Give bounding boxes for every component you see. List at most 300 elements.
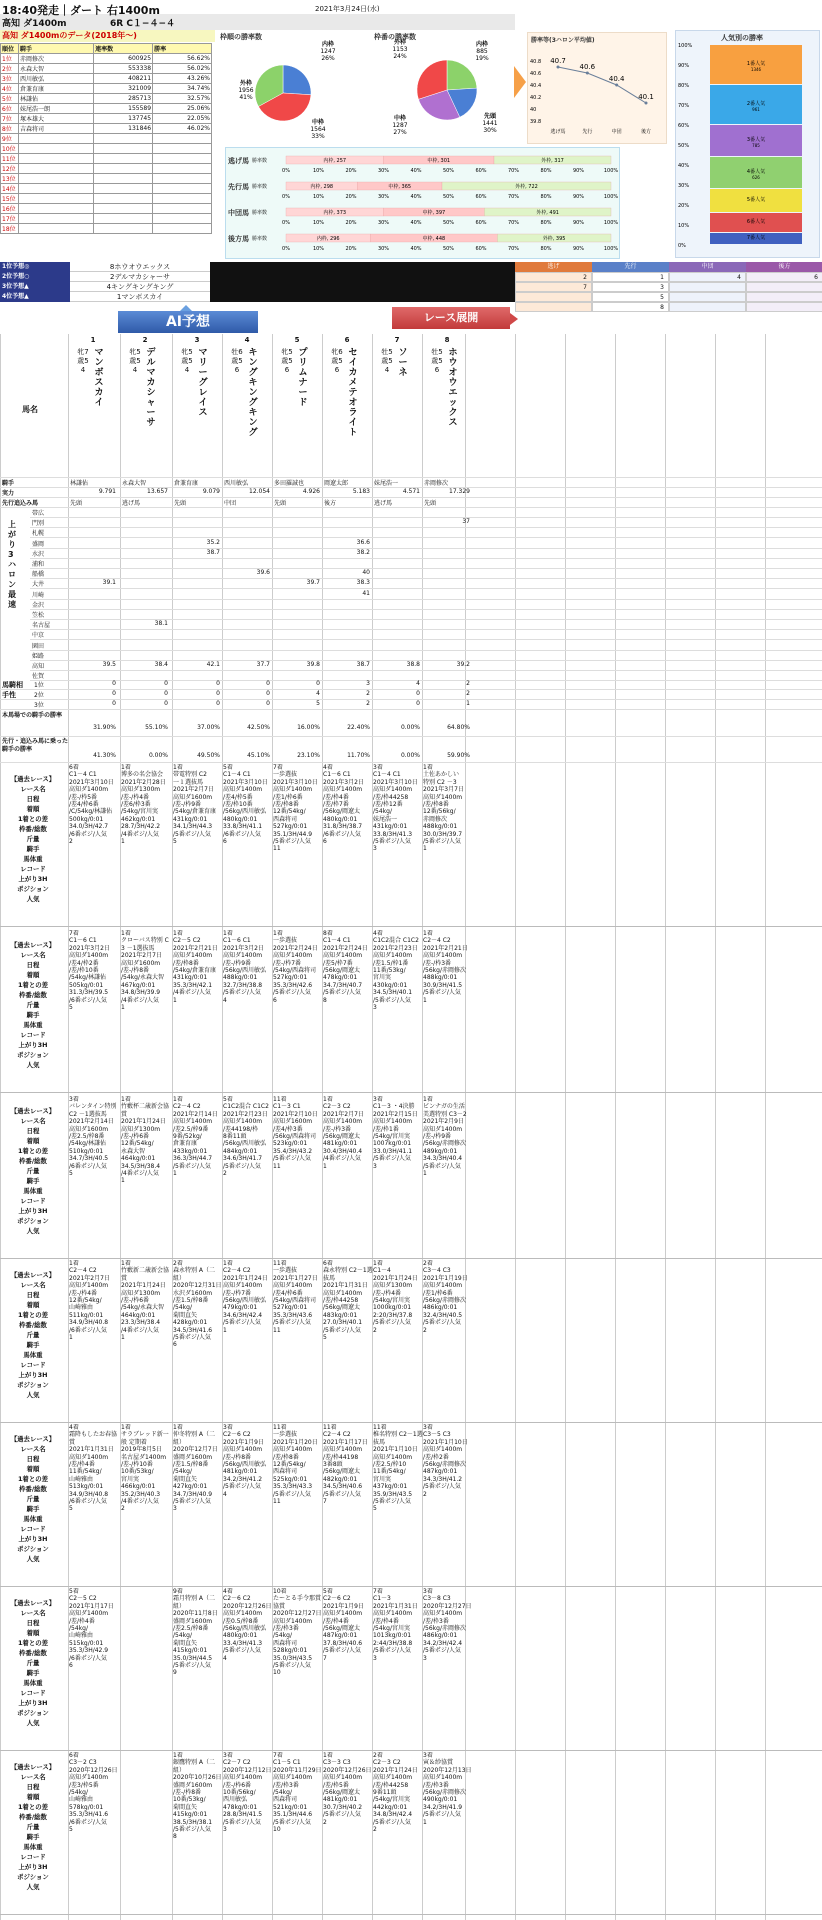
- track-label: 船橋: [32, 571, 45, 579]
- row-divider: [30, 568, 822, 569]
- bar-axis-tick: 50%: [442, 168, 455, 174]
- horse-style: 先頭: [70, 500, 83, 507]
- jockey-cell: 34.74%: [153, 84, 212, 94]
- jockey-col-header: 騎手: [19, 44, 94, 54]
- arrow-right-red-icon: [510, 313, 518, 325]
- agari-line-chart: [528, 33, 668, 145]
- jockey-cell: [153, 154, 212, 164]
- horse-jockey: 岡遼太郎: [324, 480, 349, 487]
- horse-power: 17.329: [449, 488, 470, 495]
- bar-axis-tick: 100%: [603, 194, 619, 200]
- position-cell: [746, 292, 822, 302]
- finish-cell: 0: [112, 690, 116, 697]
- stats-cell: 55.10%: [145, 724, 168, 731]
- past-race-cell: 3着 C3－5 C3 2021年1月10日 高知ダ1400m /差/枠2番 /56kg/赤岡修次 487kg/0:01 34.3/3H/41.2 /5番ポジ/人気 2: [423, 1424, 468, 1498]
- prediction-rank-label: 2位予想○: [0, 272, 70, 282]
- horse-power: 9.791: [98, 488, 116, 495]
- line-chart-title: 勝率等(3ハロン平均値): [531, 37, 595, 44]
- finish-cell: 0: [416, 690, 420, 697]
- jockey-row: [1, 104, 212, 114]
- grid-line: [715, 334, 716, 1920]
- position-head: 逃げ: [515, 262, 592, 272]
- jockey-cell: 32.57%: [153, 94, 212, 104]
- position-cell: [515, 292, 592, 302]
- pop-segment-label: 5番人気: [746, 197, 766, 203]
- block-divider: [0, 1422, 822, 1423]
- past-race-cell: 1着 C2－4 C2 2021年2月14日 高知ダ1400m /差2.5/枠9番 9番/52kg/ 倉兼育康 433kg/0:01 36.3/3H/44.7 /5番ポジ/人気 1: [173, 1096, 218, 1178]
- line-y-tick: 40.4: [530, 83, 542, 89]
- style-frame-bar-panel: [225, 147, 620, 259]
- past-race-cell: 1着 C3－3 C3 2020年12月26日 高知ダ1400m /差/枠5番 /56kg/岡遼太 481kg/0:01 30.7/3H/40.2 /5番ポジ/人気 2: [323, 1752, 372, 1826]
- horse-name: ソーネ: [398, 348, 408, 378]
- past-race-label: 【過去レース】 レース名 日程 着順 1着との差 枠番/総数 斤量 騎手 馬体重 レコード 上がり3H ポジション 人気: [10, 1107, 56, 1235]
- jockey-cell: 9位: [1, 134, 19, 144]
- pie2-slice-pct: 27%: [393, 129, 407, 136]
- bar-axis-tick: 0%: [282, 246, 290, 252]
- finish-cell: 0: [164, 690, 168, 697]
- line-y-tick: 40.2: [530, 95, 542, 101]
- finish-cell: 3: [366, 680, 370, 687]
- finish-cell: 2: [466, 690, 470, 697]
- finish-cell: 0: [216, 690, 220, 697]
- bar-row-sub: 勝率数: [252, 210, 268, 216]
- row-divider: [30, 670, 822, 671]
- jockey-cell: 5位: [1, 94, 19, 104]
- horse-jockey: 西川敏弘: [224, 480, 249, 487]
- row-divider: [0, 507, 822, 508]
- horse-number: 5: [294, 336, 300, 344]
- stats-cell: 59.90%: [447, 752, 470, 759]
- pie2-slice-pct: 24%: [393, 53, 407, 60]
- position-cell: 4: [669, 272, 746, 282]
- past-race-label: 【過去レース】 レース名 日程 着順 1着との差 枠番/総数 斤量 騎手 馬体重 レコード 上がり3H ポジション 人気: [10, 1763, 56, 1891]
- prediction-pick: 8ホウオウエックス: [70, 262, 210, 272]
- bar-axis-tick: 10%: [312, 194, 325, 200]
- horse-jockey: 多田羅誠也: [274, 480, 305, 487]
- past-race-cell: 2着 C3－4 C3 2021年1月19日 高知ダ1400m /差1/枠6番 /56kg/赤岡修次 486kg/0:01 32.4/3H/40.5 /5番ポジ/人気 2: [423, 1260, 468, 1334]
- stats-cell: 49.50%: [197, 752, 220, 759]
- past-race-cell: 4着 C1－6 C1 2021年3月2日 高知ダ1400m /差/枠4番 /差/枠7番 /56kg/岡遼太 480kg/0:01 31.8/3H/38.7 /6番ポジ/人気 6: [323, 764, 364, 846]
- course-label: 高知 ダ1400m: [2, 19, 67, 29]
- bar-axis-tick: 20%: [345, 194, 357, 200]
- past-race-cell: 3着 C3－8 C3 2020年12月27日 高知ダ1400m /差/枠3番 /56kg/赤岡修次 486kg/0:01 34.2/3H/42.4 /5番ポジ/人気 3: [423, 1588, 472, 1662]
- jockey-row: [1, 134, 212, 144]
- pop-segment-value: 785: [752, 143, 760, 148]
- bar-axis-tick: 20%: [345, 246, 357, 252]
- past-race-cell: 2着 C2－3 C2 2021年1月24日 高知ダ1400m /差/枠44258 9番11頭 /54kg/宮川実 442kg/0:01 34.8/3H/42.4 /5番ポジ/人気 2: [373, 1752, 418, 1834]
- jockey-cell: 2位: [1, 64, 19, 74]
- pie2-slice-label: 中枠: [393, 115, 407, 122]
- frame-win-pie-panel: [218, 30, 348, 145]
- jockey-cell: [19, 214, 94, 224]
- agari-cell: 38.7: [356, 661, 370, 668]
- past-race-cell: 1着 C1－6 C1 2021年3月2日 高知ダ1400m /差-/枠9番 /56kg/西川敏弘 488kg/0:01 32.7/3H/38.8 /5番ポジ/人気 4: [223, 930, 266, 1004]
- jockey-row: [1, 74, 212, 84]
- bar-segment-label: 内枠, 373: [323, 210, 347, 216]
- track-label: 札幌: [32, 530, 45, 538]
- bar-segment-label: 外枠, 395: [542, 236, 566, 242]
- jockey-row: [1, 174, 212, 184]
- track-label: 佐賀: [32, 673, 45, 681]
- agari-cell: 37.7: [256, 661, 270, 668]
- stats-cell: 11.70%: [347, 752, 370, 759]
- row-divider: [30, 629, 822, 630]
- position-cell: [746, 282, 822, 292]
- horse-number: 3: [194, 336, 200, 344]
- line-series: [558, 67, 646, 103]
- bar-segment-label: 中枠, 397: [422, 210, 446, 216]
- jockey-cell: [153, 194, 212, 204]
- track-label: 水沢: [32, 550, 45, 558]
- pie1-slice: [283, 65, 311, 95]
- track-label: 高知: [32, 663, 45, 670]
- agari-cell: 42.1: [206, 661, 220, 668]
- row-divider: [30, 537, 822, 538]
- finish-cell: 5: [316, 700, 320, 707]
- popularity-title: 人気別の勝率: [721, 34, 763, 42]
- position-head: 後方: [746, 262, 822, 272]
- jockey-cell: [94, 194, 153, 204]
- line-y-tick: 40.6: [530, 71, 542, 77]
- line-point: [645, 102, 648, 105]
- pie1-slice-pct: 41%: [239, 94, 253, 101]
- bar-axis-tick: 30%: [377, 246, 390, 252]
- jockey-cell: 155589: [94, 104, 153, 114]
- bar-axis-tick: 50%: [442, 194, 455, 200]
- past-race-cell: 1着 竹藪新二歳新会協賞 2021年1月24日 高知ダ1300m /差-/枠6番 /54kg/永森大智 464kg/0:01 23.3/3H/38.4 /4番ポジ/人気 1: [121, 1260, 170, 1342]
- finish-cell: 0: [164, 700, 168, 707]
- bar-axis-tick: 90%: [572, 220, 585, 226]
- past-race-cell: 7着 C1－5 C1 2020年11月29日 高知ダ1400m /差/枠3番 /54kg/ 西森将司 521kg/0:01 35.1/3H/44.6 /5番ポジ/人気 10: [273, 1752, 322, 1834]
- pie1-title: 枠順の勝率数: [220, 33, 262, 41]
- jockey-cell: 46.02%: [153, 124, 212, 134]
- past-race-cell: 11着 C2－4 C2 2021年1月17日 高知ダ1400m /差/枠44198 3番8頭 /56kg/岡遼太 482kg/0:01 34.5/3H/40.6 /5番ポジ/人気 7: [323, 1424, 368, 1506]
- pie2-slice-label: 先頭: [483, 113, 497, 120]
- agari-cell: 39.5: [102, 661, 116, 668]
- jockey-cell: 14位: [1, 184, 19, 194]
- line-y-tick: 40: [530, 107, 537, 113]
- finish-cell: 2: [366, 690, 370, 697]
- position-cell: 8: [592, 302, 669, 312]
- jockey-cell: 赤岡修次: [19, 54, 94, 64]
- jockey-cell: 12位: [1, 164, 19, 174]
- past-race-label: 【過去レース】 レース名 日程 着順 1着との差 枠番/総数 斤量 騎手 馬体重 レコード 上がり3H ポジション 人気: [10, 1271, 56, 1399]
- row-divider: [30, 609, 822, 610]
- jockey-ranking-table: [0, 43, 212, 234]
- horse-sex-weight: 牡5歳54: [381, 348, 393, 374]
- pop-segment-label: 4番人気: [746, 169, 766, 175]
- past-race-cell: 3着 C1－3 ・4決勝 2021年2月15日 高知ダ1400m /差/枠1番 /54kg/宮川実 1007kg/0:01 33.0/3H/41.1 /5番ポジ/人気 3: [373, 1096, 418, 1170]
- jockey-cell: 321009: [94, 84, 153, 94]
- horse-style: 先頭: [424, 500, 437, 507]
- finish-cell: 4: [416, 680, 420, 687]
- jockey-cell: 131846: [94, 124, 153, 134]
- past-race-cell: 1着 竹藪杯二歳新会協賞 2021年1月24日 高知ダ1300m /差-/枠6番 12番/54kg/ 永森大智 464kg/0:01 34.5/3H/38.4 /4番ポジ/人気 1: [121, 1096, 170, 1185]
- row-label-jockey: 騎手: [2, 480, 15, 487]
- row-divider: [30, 599, 822, 600]
- bar-segment-label: 中枠, 448: [422, 236, 446, 242]
- race-development-button[interactable]: レース展開: [392, 307, 510, 329]
- pop-y-tick: 20%: [678, 203, 690, 209]
- pop-y-tick: 90%: [678, 63, 690, 69]
- past-race-cell: 1着 C2－4 C2 2021年2月7日 高知ダ1400m /差-/枠4番 12番/54kg/ 山崎雅由 511kg/0:01 34.9/3H/40.8 /6番ポジ/人気 1: [69, 1260, 110, 1342]
- pop-segment-label: 3番人気: [746, 137, 766, 143]
- prediction-rank-label: 3位予想▲: [0, 282, 70, 292]
- stats-cell: 37.00%: [197, 724, 220, 731]
- finish-cell: 0: [216, 700, 220, 707]
- horse-number: 8: [444, 336, 450, 344]
- track-label: 大井: [32, 581, 45, 589]
- bar-axis-tick: 60%: [475, 168, 487, 174]
- position-head: 先行: [592, 262, 669, 272]
- bar-axis-tick: 30%: [377, 194, 390, 200]
- line-y-tick: 40.8: [530, 59, 542, 65]
- pop-y-tick: 0%: [678, 243, 686, 249]
- bar-axis-tick: 40%: [410, 194, 422, 200]
- bar-axis-tick: 80%: [540, 246, 552, 252]
- past-race-cell: 1着 博多の名会協会 2021年2月28日 高知ダ1300m /差-/枠4番 /差6/枠3番 /54kg/宮川実 462kg/0:01 28.7/3H/42.2 /4番ポジ/人気 1: [121, 764, 166, 846]
- horse-jockey: 永森大智: [122, 480, 147, 487]
- horse-name: デルマカシャーサ: [146, 348, 156, 428]
- finish-cell: 0: [266, 680, 270, 687]
- pop-segment-value: 961: [752, 107, 760, 112]
- pie2-slice-count: 885: [476, 48, 488, 55]
- horse-style: 中団: [224, 500, 237, 507]
- horse-power: 4.926: [302, 488, 320, 495]
- jockey-row: [1, 94, 212, 104]
- pie1-slice-label: 中枠: [311, 119, 325, 126]
- pie2-slice-count: 1153: [392, 46, 408, 53]
- bar-axis-tick: 90%: [572, 168, 585, 174]
- past-race-cell: 6着 森永特別 C2－1選抜馬 2021年1月31日 高知ダ1400m /差/枠44258 /56kg/岡遼太 483kg/0:01 27.0/3H/40.1 /5番ポジ/人気 5: [323, 1260, 373, 1342]
- pie1-slice-pct: 33%: [311, 133, 325, 140]
- jockey-cell: 22.05%: [153, 114, 212, 124]
- past-race-cell: 9着 霜月特別 A（二組） 2020年11月8日 盛岡ダ1600m /差2.5/枠8番 /54kg/ 菊間直矢 415kg/0:01 35.0/3H/44.5 /5番ポジ/人気 9: [173, 1588, 218, 1677]
- stats-cell: 22.40%: [347, 724, 370, 731]
- jockey-row: [1, 124, 212, 134]
- bar-axis-tick: 0%: [282, 220, 290, 226]
- row-divider: [30, 578, 822, 579]
- position-cell: [669, 302, 746, 312]
- stats-cell: 41.30%: [93, 752, 116, 759]
- line-data-label: 40.7: [550, 57, 566, 65]
- past-race-cell: 6着 C1－4 C1 2021年3月10日 高知ダ1400m /差-/枠5番 /差4/枠6番 /C/54kg/林謙佑 500kg/0:01 34.0/3H/42.7 /6番ポジ/人気 2: [69, 764, 114, 846]
- past-race-cell: 10着 たーとる手令那賞協賞 2020年12月27日 高知ダ1400m /差/枠3番 /54kg/ 西森将司 528kg/0:01 35.0/3H/43.5 /5番ポジ/人気 10: [273, 1588, 322, 1677]
- jockey-row: [1, 214, 212, 224]
- bar-segment-label: 外枠, 317: [541, 158, 564, 164]
- bar-axis-tick: 80%: [540, 220, 552, 226]
- jockey-cell: 7位: [1, 114, 19, 124]
- line-x-tick: 後方: [640, 129, 652, 135]
- jockey-cell: 1位: [1, 54, 19, 64]
- grid-line: [765, 334, 766, 1920]
- past-race-cell: 1着 一歩選抜 2021年2月24日 高知ダ1400m /差-/枠7番 /54kg/西森将司 527kg/0:01 35.3/3H/42.6 /5番ポジ/人気 6: [273, 930, 318, 1004]
- jockey-cell: [94, 154, 153, 164]
- jockey-row: [1, 144, 212, 154]
- track-label: 川崎: [32, 591, 45, 599]
- horse-jockey: 林謙佑: [70, 480, 89, 487]
- row-label-power: 実力: [2, 490, 15, 497]
- bar-axis-tick: 10%: [312, 168, 325, 174]
- jockey-cell: 妹尾浩一朗: [19, 104, 94, 114]
- bar-axis-tick: 50%: [442, 246, 455, 252]
- grid-line: [615, 334, 616, 1920]
- jockey-cell: 3位: [1, 74, 19, 84]
- position-cell: 5: [592, 292, 669, 302]
- jockey-cell: [153, 214, 212, 224]
- pop-y-tick: 50%: [678, 143, 690, 149]
- jockey-cell: [153, 204, 212, 214]
- jockey-col-header: 順位: [1, 44, 19, 54]
- jockey-cell: 137745: [94, 114, 153, 124]
- past-race-cell: 1着 C2－4 C2 2021年2月21日 高知ダ1400m /差-/枠3番 /56kg/赤岡修次 488kg/0:01 30.9/3H/41.5 /5番ポジ/人気 1: [423, 930, 468, 1004]
- agari-cell: 39.6: [256, 569, 270, 577]
- jockey-row: [1, 164, 212, 174]
- horse-style: 後方: [324, 500, 337, 507]
- jockey-cell: 600925: [94, 54, 153, 64]
- position-cell: [515, 302, 592, 312]
- past-race-cell: 7着 C1－6 C1 2021年3月2日 高知ダ1400m /差4/枠2番 /差/枠10番 /54kg/林謙佑 505kg/0:01 31.3/3H/39.5 /6番ポジ/人気 5: [69, 930, 110, 1012]
- jockey-row: [1, 184, 212, 194]
- past-race-cell: 1着 C2－5 C2 2021年2月21日 高知ダ1400m /差/枠8番 /54kg/倉兼育康 431kg/0:01 35.3/3H/42.1 /4番ポジ/人気 1: [173, 930, 218, 1004]
- bar-axis-tick: 10%: [312, 246, 325, 252]
- agari-cell: 41: [362, 589, 370, 597]
- position-cell: [669, 292, 746, 302]
- past-race-cell: 7着 C1－3 2021年1月31日 高知ダ1400m /差/枠4番 /54kg/宮川実 1013kg/0:01 2:44/3H/38.8 /5番ポジ/人気 3: [373, 1588, 418, 1662]
- past-race-label: 【過去レース】 レース名 日程 着順 1着との差 枠番/総数 斤量 騎手 馬体重 レコード 上がり3H ポジション 人気: [10, 941, 56, 1069]
- past-race-cell: 1着 土佐あかしい 特別 C2 －3 2021年3月7日 高知ダ1400m /差/枠8番 12番/56kg/ 赤岡修次 488kg/0:01 30.0/3H/39.7 /5番ポジ/人気 1: [423, 764, 464, 853]
- bar-segment-label: 中枠, 301: [427, 158, 451, 164]
- past-race-cell: 3着 C2－7 C2 2020年12月12日 高知ダ1400m /差-/枠6番 10番/56kg/ 西川敏弘 478kg/0:01 28.8/3H/41.5 /5番ポジ/人気 3: [223, 1752, 272, 1834]
- pie1-slice-count: 1564: [310, 126, 326, 133]
- past-race-cell: 5着 C2－5 C2 2021年1月17日 高知ダ1400m /差/枠4番 /54kg/ 山崎雅由 515kg/0:01 35.3/3H/42.9 /6番ポジ/人気 6: [69, 1588, 114, 1670]
- row-divider: [30, 548, 822, 549]
- jockey-row: [1, 54, 212, 64]
- stats-label: 先行・追込み馬に乗った騎手の勝率: [2, 738, 69, 753]
- jockey-cell: 408211: [94, 74, 153, 84]
- ai-prediction-button[interactable]: AI予想: [118, 311, 258, 333]
- past-race-cell: 5着 C2－6 C2 2021年1月9日 高知ダ1400m /差/枠4番 /56kg/岡遼太 487kg/0:01 37.8/3H/40.6 /5番ポジ/人気 7: [323, 1588, 364, 1662]
- horse-sex-weight: 牡5歳56: [431, 348, 443, 374]
- line-data-label: 40.4: [608, 75, 625, 83]
- finish-row-label: 1位: [34, 682, 44, 689]
- jockey-cell: 西川敏弘: [19, 74, 94, 84]
- bar-axis-tick: 20%: [345, 220, 357, 226]
- race-title: 18:40発走｜ダート 右1400m: [2, 4, 160, 17]
- pie1-slice-pct: 26%: [321, 55, 335, 62]
- jockey-cell: 11位: [1, 154, 19, 164]
- bar-segment-label: 内枠, 296: [316, 236, 340, 242]
- prediction-pick: 2デルマカシャーサ: [70, 272, 210, 282]
- position-cell: 3: [592, 282, 669, 292]
- finish-cell: 0: [416, 700, 420, 707]
- horse-name: マリーグレイス: [198, 348, 208, 418]
- track-label: 門別: [32, 520, 45, 528]
- pop-y-tick: 80%: [678, 83, 690, 89]
- bar-axis-tick: 70%: [507, 246, 520, 252]
- agari-cell: 38.8: [406, 661, 420, 668]
- past-race-cell: 11着 一歩選抜 2021年1月27日 高知ダ1400m /差4/枠6番 /54kg/西森将司 527kg/0:01 35.3/3H/43.6 /5番ポジ/人気 11: [273, 1260, 318, 1334]
- jockey-col-header: 勝率: [153, 44, 212, 54]
- post-win-pie-chart: [372, 30, 512, 145]
- track-label: 盛岡: [32, 540, 45, 548]
- horse-name: キングキングキング: [248, 348, 258, 438]
- pop-segment-label: 2番人気: [746, 101, 766, 107]
- agari-cell: 38.7: [206, 548, 220, 556]
- horse-style: 先頭: [174, 500, 187, 507]
- line-data-label: 40.6: [579, 63, 596, 71]
- data-section-title: 高知 ダ1400mのデータ(2018年～): [0, 30, 215, 42]
- horse-name: セイカメテオライト: [348, 348, 358, 438]
- finish-cell: 0: [266, 700, 270, 707]
- block-divider: [0, 1586, 822, 1587]
- pop-y-tick: 70%: [678, 103, 690, 109]
- jockey-cell: 永森大智: [19, 64, 94, 74]
- jockey-cell: [94, 224, 153, 234]
- pie2-slice-label: 内枠: [475, 41, 489, 48]
- popularity-stacked-chart: [676, 31, 821, 259]
- race-class: 6R C１−４−４: [110, 19, 176, 29]
- stats-cell: 42.50%: [247, 724, 270, 731]
- bar-row-sub: 勝率数: [252, 184, 268, 190]
- past-race-cell: [121, 1752, 171, 1912]
- past-race-cell: 11着 C1－3 C1 2021年2月10日 高知ダ1600m /差4/枠3番 /56kg/西森将司 523kg/0:01 35.4/3H/43.2 /5番ポジ/人気 11: [273, 1096, 318, 1170]
- line-point: [586, 72, 589, 75]
- jockey-cell: [153, 144, 212, 154]
- line-data-label: 40.1: [638, 93, 654, 101]
- jockey-cell: [19, 184, 94, 194]
- jockey-cell: [94, 184, 153, 194]
- past-race-cell: 4着 C2－6 C2 2020年12月26日 高知ダ1400m /差0.5/枠8番 /56kg/西川敏弘 480kg/0:01 33.4/3H/41.3 /5番ポジ/人気 4: [223, 1588, 272, 1662]
- jockey-cell: 4位: [1, 84, 19, 94]
- frame-win-pie-chart: [218, 30, 348, 145]
- row-divider: [30, 588, 822, 589]
- prediction-pick: 1マンボスカイ: [70, 292, 210, 302]
- bar-axis-tick: 40%: [410, 168, 422, 174]
- arrow-right-icon: [514, 66, 526, 98]
- jockey-cell: 13位: [1, 174, 19, 184]
- horse-power: 12.054: [249, 488, 270, 495]
- bar-segment-label: 中枠, 365: [388, 184, 412, 190]
- stats-cell: 23.10%: [297, 752, 320, 759]
- jockey-cell: [153, 224, 212, 234]
- bar-row-sub: 勝率数: [252, 158, 268, 164]
- horse-number: 7: [394, 336, 400, 344]
- horse-sex-weight: 牝6歳56: [331, 348, 343, 374]
- block-divider: [0, 1092, 822, 1093]
- bar-axis-tick: 30%: [377, 168, 390, 174]
- bar-row-label: 後方馬: [228, 235, 249, 243]
- track-label: 帯広: [32, 510, 45, 517]
- horse-style: 逃げ馬: [122, 500, 141, 507]
- finish-label: 馬騎相手性: [2, 681, 23, 699]
- position-cell: 7: [515, 282, 592, 292]
- post-win-pie-panel: [372, 30, 512, 145]
- past-race-cell: 1着 仲冬特別 A（二組） 2020年12月7日 盛岡ダ1600m /差1.5/枠8番 /54kg/ 菊間直矢 427kg/0:01 34.7/3H/40.9 /5番ポジ/人気 3: [173, 1424, 218, 1513]
- row-divider: [0, 736, 822, 737]
- jockey-cell: 43.26%: [153, 74, 212, 84]
- bar-axis-tick: 20%: [345, 168, 357, 174]
- past-race-cell: 6着 C3－2 C3 2020年12月26日 高知ダ1400m /差3/枠5番 /54kg/ 山崎雅由 578kg/0:01 35.3/3H/41.6 /6番ポジ/人気 5: [69, 1752, 118, 1834]
- pie2-slice-count: 1441: [482, 120, 498, 127]
- bar-axis-tick: 70%: [507, 194, 520, 200]
- finish-cell: 0: [316, 680, 320, 687]
- horse-name: プリムナード: [298, 348, 308, 408]
- position-cell: 6: [746, 272, 822, 282]
- horse-power: 13.657: [147, 488, 168, 495]
- line-y-tick: 39.8: [530, 119, 542, 125]
- bar-axis-tick: 50%: [442, 220, 455, 226]
